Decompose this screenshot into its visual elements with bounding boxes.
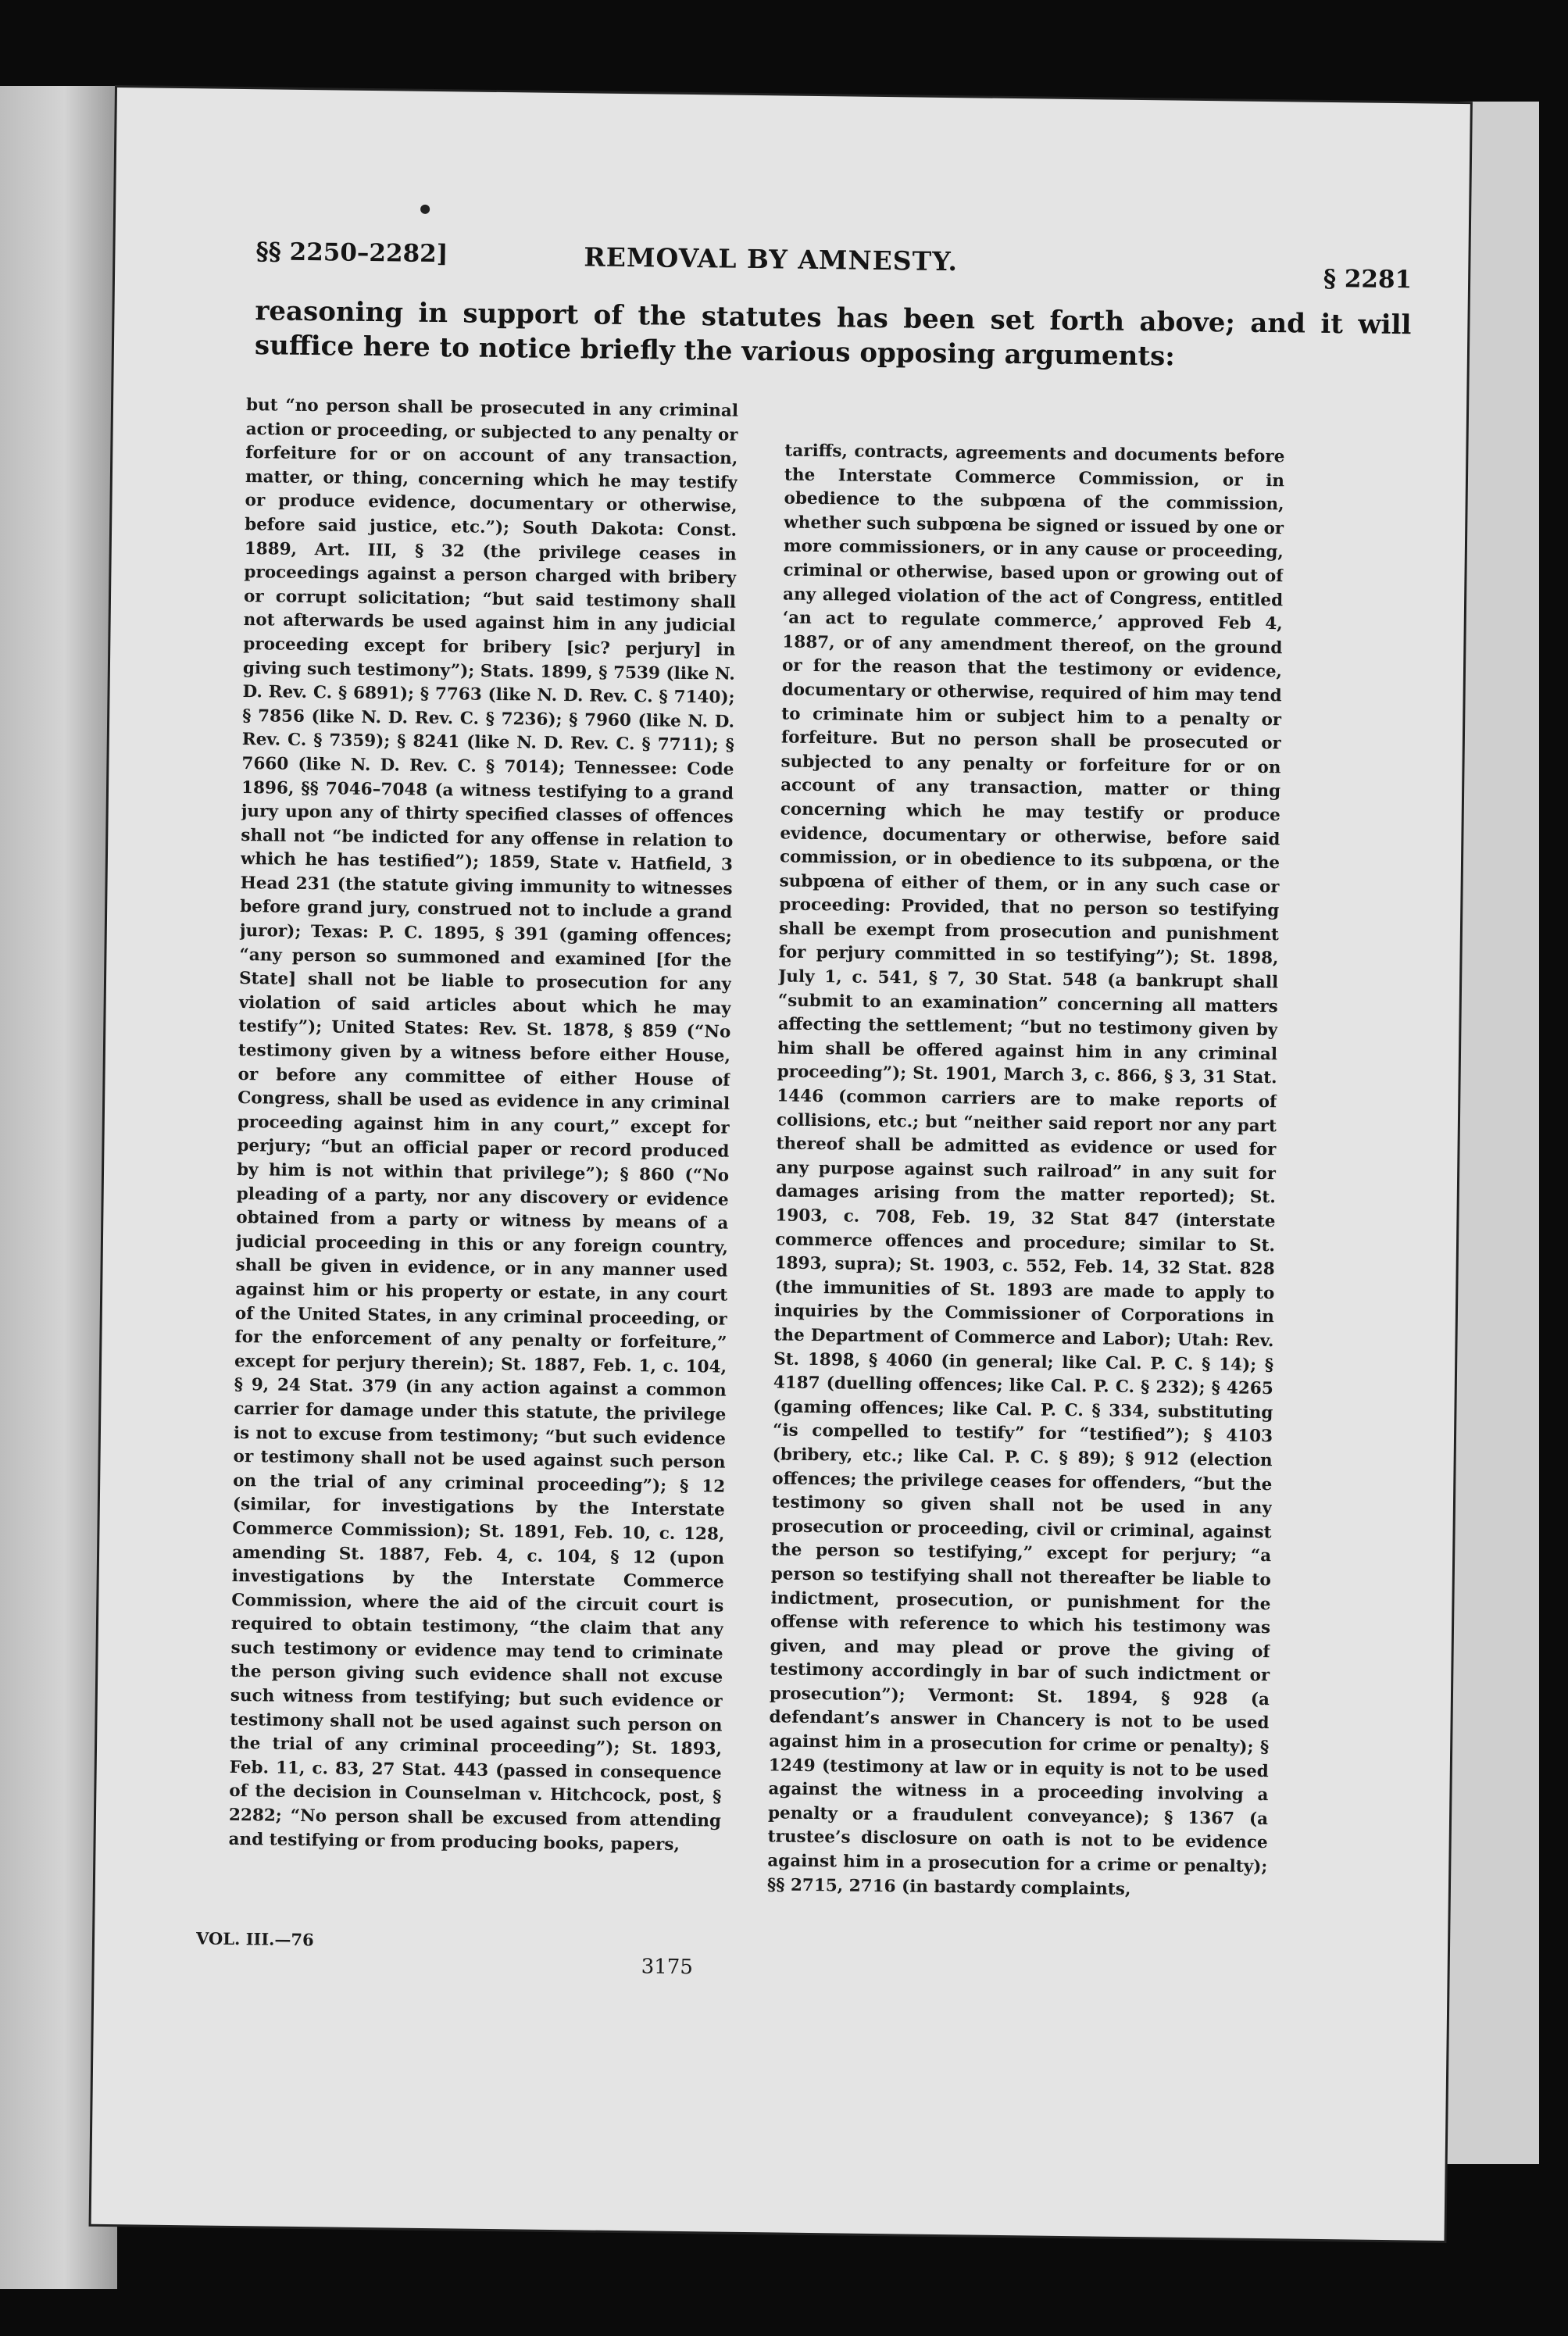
header-section-range: §§ 2250–2282] [255,238,448,269]
header-title: REMOVAL BY AMNESTY. [584,241,959,277]
volume-signature: VOL. III.—76 [195,1928,314,1950]
intro-paragraph: reasoning in support of the statutes has been set forth above; and it will suffice here to notice briefly the various opposing arguments: [254,295,1412,373]
header-section-number: § 2281 [1323,264,1413,295]
left-column-text: but “no person shall be prosecuted in any criminal action or proceeding, or subjected to any penalty or forfeiture for or on account of any transaction, matter, or thing, concerning which he may testify or produce evidence, documentary or otherwise, before said justice, etc.”); South Dakota: Const. 1889, Art. III, § 32 (the privilege ceases in proceedings against a person charged with bribery or corrupt solicitation; “but said testimony shall not afterwards be used against him in any judicial proceeding except for bribery [sic? perjury] in giving such testimony”); Stats. 1899, § 7539 (like N. D. Rev. C. § 6891); § 7763 (like N. D. Rev. C. § 7140); § 7856 (like N. D. Rev. C. § 7236); § 7960 (like N. D. Rev. C. § 7359); § 8241 (like N. D. Rev. C. § 7711); § 7660 (like N. D. Rev. C. § 7014); Tennessee: Code 1896, §§ 7046–7048 (a witness testifying to a grand jury upon any of thirty specified classes of offences shall not “be indicted for any offense in relation to which he has testified”); 1859, State v. Hatfield, 3 Head 231 (the statute giving immunity to witnesses before grand jury, construed not to include a grand juror); Texas: P. C. 1895, § 391 (gaming offences; “any person so summoned and examined [for the State] shall not be liable to prosecution for any violation of said articles about which he may testify”); United States: Rev. St. 1878, § 859 (“No testimony given by a witness before either House, or before any committee of either House of Congress, shall be used as evidence in any criminal proceeding against him in any court,” except for perjury; “but an official paper or record produced by him is not within that privilege”); § 860 (“No pleading of a party, nor any discovery or evidence obtained from a party or witness by means of a judicial proceeding in this or any foreign country, shall be given in evidence, or in any manner used against him or his property or estate, in any court of the United States, in any criminal proceeding, or for the enforcement of any penalty or forfeiture,” except for perjury therein); St. 1887, Feb. 1, c. 104, § 9, 24 Stat. 379 (in any action against a common carrier for damage under this statute, the privilege is not to excuse from testimony; “but such evidence or testimony shall not be used against such person on the trial of any criminal proceeding”); § 12 (similar, for investigations by the Interstate Commerce Commission); St. 1891, Feb. 10, c. 128, amending St. 1887, Feb. 4, c. 104, § 12 (upon investigations by the Interstate Commerce Commission, where the aid of the circuit court is required to obtain testimony, “the claim that any such testimony or evidence may tend to criminate the person giving such evidence shall not excuse such witness from testifying; but such evidence or testimony shall not be used against such person on the trial of any criminal proceeding”); St. 1893, Feb. 11, c. 83, 27 Stat. 443 (passed in consequence of the decision in Counselman v. Hitchcock, post, § 2282; “No person shall be excused from attending and testifying or from producing books, papers, [228,395,739,1855]
ink-dot [420,205,430,214]
book-page [91,88,1470,2241]
page-number: 3175 [641,1955,694,1980]
right-column-text: tariffs, contracts, agreements and documents before the Interstate Commerce Commission, or in obedience to the subpœna of the commission, whether such subpœna be signed or issued by one or more commissioners, or in any cause or proceeding, criminal or otherwise, based upon or growing out of any alleged violation of the act of Congress, entitled ‘an act to regulate commerce,’ approved Feb 4, 1887, or of any amendment thereof, on the ground or for the reason that the testimony or evidence, documentary or otherwise, required of him may tend to criminate him or subject him to a penalty or forfeiture. But no person shall be prosecuted or subjected to any penalty or forfeiture for or on account of any transaction, matter or thing concerning which he may testify or produce evidence, documentary or otherwise, before said commission, or in obedience to its subpœna, or the subpœna of either of them, or in any such case or proceeding: Provided, that no person so testifying shall be exempt from prosecution and punishment for perjury committed in so testifying”); St. 1898, July 1, c. 541, § 7, 30 Stat. 548 (a bankrupt shall “submit to an examination” concerning all matters affecting the settlement; “but no testimony given by him shall be offered against him in any criminal proceeding”); St. 1901, March 3, c. 866, § 3, 31 Stat. 1446 (common carriers are to make reports of collisions, etc.; but “neither said report nor any part thereof shall be admitted as evidence or used for any purpose against such railroad” in any suit for damages arising from the matter reported); St. 1903, c. 708, Feb. 19, 32 Stat 847 (interstate commerce offences and procedure; similar to St. 1893, supra); St. 1903, c. 552, Feb. 14, 32 Stat. 828 (the immunities of St. 1893 are made to apply to inquiries by the Commissioner of Corporations in the Department of Commerce and Labor); Utah: Rev. St. 1898, § 4060 (in general; like Cal. P. C. § 14); § 4187 (duelling offences; like Cal. P. C. § 232); § 4265 (gaming offences; like Cal. P. C. § 334, substituting “is compelled to testify” for “testified”); § 4103 (bribery, etc.; like Cal. P. C. § 89); § 912 (election offences; the privilege ceases for offenders, “but the testimony so given shall not be used in any prosecution or proceeding, civil or criminal, against the person so testifying,” except for perjury; “a person so testifying shall not thereafter be liable to indictment, prosecution, or punishment for the offense with reference to which his testimony was given, and may plead or prove the giving of testimony accordingly in bar of such indictment or prosecution”); Vermont: St. 1894, § 928 (a defendant’s answer in Chancery is not to be used against him in a prosecution for crime or penalty); § 1249 (testimony at law or in equity is not to be used against the witness in a proceeding involving a penalty or a fraudulent conveyance); § 1367 (a trustee’s disclosure on oath is not to be evidence against him in a prosecution for a crime or penalty); §§ 2715, 2716 (in bastardy complaints, [766,441,1285,1899]
running-header [255,238,1413,298]
